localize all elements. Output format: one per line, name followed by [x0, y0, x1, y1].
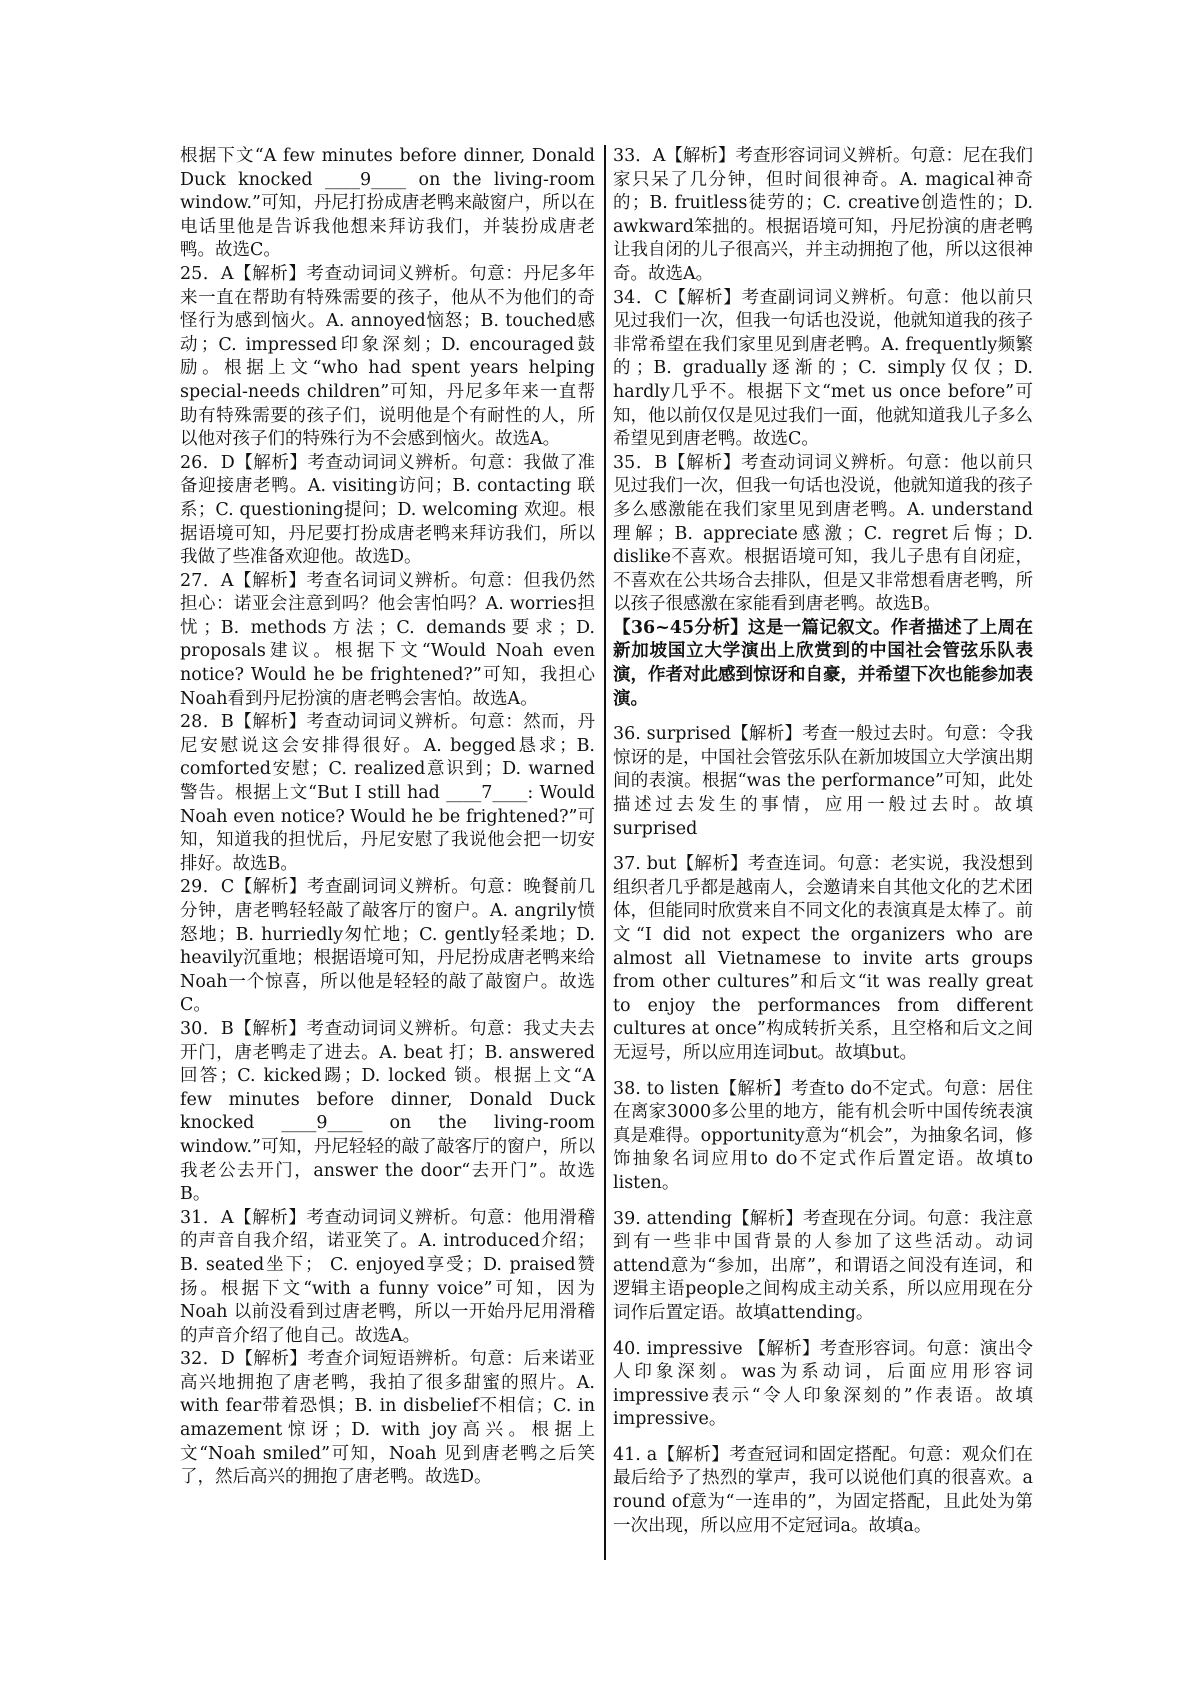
paragraph-answer-32: 32．D【解析】考查介词短语辨析。句意：后来诺亚高兴地拥抱了唐老鸭，我拍了很多甜蜜的照片。A. with fear带着恐惧；B. in disbelief不相信；C. in amazement惊讶；D. with joy高兴。根据上文“Noah smiled”可知，Noah 见到唐老鸭之后笑了，然后高兴的拥抱了唐老鸭。故选D。: [180, 1349, 595, 1488]
right-column: [613, 145, 1033, 1538]
paragraph-answer-27: 27．A【解析】考查名词词义辨析。句意：但我仍然担心：诺亚会注意到吗？他会害怕吗？A. worries担忧；B. methods方法；C. demands要求；D. proposals建议。根据下文“Would Noah even notice? Would he be frightened?”可知，我担心Noah看到丹尼扮演的唐老鸭会害怕。故选A。: [180, 570, 595, 709]
paragraph-answer-25: 25．A【解析】考查动词词义辨析。句意：丹尼多年来一直在帮助有特殊需要的孩子，他从不为他们的奇怪行为感到恼火。A. annoyed恼怒；B. touched感动；C. impressed印象深刻；D. encouraged鼓励。根据上文“who had spent years helping special-needs children”可知，丹尼多年来一直帮助有特殊需要的孩子们，说明他是个有耐性的人，所以他对孩子们的特殊行为不会感到恼火。故选A。: [180, 263, 595, 450]
paragraph-answer-38: 38. to listen【解析】考查to do不定式。句意：居住在离家3000多公里的地方，能有机会听中国传统表演真是难得。opportunity意为“机会”，为抽象名词，修饰抽象名词应用to do不定式作后置定语。故填to listen。: [613, 1078, 1033, 1193]
paragraph-answer-35: 35．B【解析】考查动词词义辨析。句意：他以前只见过我们一次，但我一句话也没说，他就知道我的孩子多么感激能在我们家里见到唐老鸭。A. understand理解；B. appreciate感激；C. regret后悔；D. dislike不喜欢。根据语境可知，我儿子患有自闭症，不喜欢在公共场合去排队，但是又非常想看唐老鸭，所以孩子很感激在家能看到唐老鸭。故选B。: [613, 452, 1033, 615]
paragraph-answer-34: 34．C【解析】考查副词词义辨析。句意：他以前只见过我们一次，但我一句话也没说，他就知道我的孩子非常希望在我们家里见到唐老鸭。A. frequently频繁的；B. gradually逐渐的；C. simply仅仅；D. hardly几乎不。根据下文“met us once before”可知，他以前仅仅是见过我们一面，他就知道我儿子多么希望见到唐老鸭。故选C。: [613, 287, 1033, 450]
paragraph-answer-37: 37. but【解析】考查连词。句意：老实说，我没想到组织者几乎都是越南人，会邀请来自其他文化的艺术团体，但能同时欣赏来自不同文化的表演真是太棒了。前文“I did not expect the organizers who are almost all Vietnamese to invite arts groups from other cultures”和后文“it was really great to enjoy the performances from different cultures at once”构成转折关系，且空格和后文之间无逗号，所以应用连词but。故填but。: [613, 854, 1033, 1063]
paragraph-answer-31: 31．A【解析】考查动词词义辨析。句意：他用滑稽的声音自我介绍，诺亚笑了。A. introduced介绍；B. seated坐下； C. enjoyed享受；D. praised赞扬。根据下文“with a funny voice”可知，因为Noah 以前没看到过唐老鸭，所以一开始丹尼用滑稽的声音介绍了他自己。故选A。: [180, 1207, 595, 1346]
left-column: [180, 145, 595, 1490]
paragraph-answer-26: 26．D【解析】考查动词词义辨析。句意：我做了准备迎接唐老鸭。A. visiting访问；B. contacting 联系；C. questioning提问；D. welcoming 欢迎。根据语境可知，丹尼要打扮成唐老鸭来拜访我们，所以我做了些准备欢迎他。故选D。: [180, 452, 595, 568]
column-divider: [604, 145, 606, 1560]
paragraph-answer-28: 28．B【解析】考查动词词义辨析。句意：然而，丹尼安慰说这会安排得很好。A. begged恳求；B. comforted安慰；C. realized意识到；D. warned警告。根据上文“But I still had ____7____: Would Noah even notice? Would he be frightened?”可知，知道我的担忧后，丹尼安慰了我说他会把一切安排好。故选B。: [180, 712, 595, 874]
paragraph-answer-29: 29．C【解析】考查副词词义辨析。句意：晚餐前几分钟，唐老鸭轻轻敲了敲客厅的窗户。A. angrily愤怒地；B. hurriedly匆忙地；C. gently轻柔地；D. heavily沉重地；根据语境可知，丹尼扮成唐老鸭来给Noah一个惊喜，所以他是轻轻的敲了敲窗户。故选C。: [180, 877, 595, 1016]
paragraph-answer-30: 30．B【解析】考查动词词义辨析。句意：我丈夫去开门，唐老鸭走了进去。A. beat 打；B. answered 回答；C. kicked踢；D. locked 锁。根据上文“A few minutes before dinner, Donald Duck knocked ____9____ on the living-room window.”可知，丹尼轻轻的敲了敲客厅的窗户，所以我老公去开门，answer the door“去开门”。故选B。: [180, 1018, 595, 1205]
paragraph-continuation-24: 根据下文“A few minutes before dinner, Donald Duck knocked ____9____ on the living-room window.”可知，丹尼打扮成唐老鸭来敲窗户，所以在电话里他是告诉我他想来拜访我们，并装扮成唐老鸭。故选C。: [180, 146, 595, 261]
paragraph-answer-40: 40. impressive 【解析】考查形容词。句意：演出令人印象深刻。was为系动词，后面应用形容词impressive表示“令人印象深刻的”作表语。故填impressive。: [613, 1338, 1033, 1430]
paragraph-answer-41: 41. a【解析】考查冠词和固定搭配。句意：观众们在最后给予了热烈的掌声，我可以说他们真的很喜欢。a round of意为“一连串的”，为固定搭配，且此处为第一次出现，所以应用不定冠词a。故填a。: [613, 1444, 1033, 1536]
paragraph-answer-39: 39. attending【解析】考查现在分词。句意：我注意到有一些非中国背景的人参加了这些活动。动词attend意为“参加，出席”，和谓语之间没有连词，和逻辑主语people之间构成主动关系，所以应用现在分词作后置定语。故填attending。: [613, 1208, 1033, 1323]
paragraph-answer-36: 36. surprised【解析】考查一般过去时。句意：令我惊讶的是，中国社会管弦乐队在新加坡国立大学演出期间的表演。根据“was the performance”可知，此处描述过去发生的事情，应用一般过去时。故填surprised: [613, 724, 1033, 839]
paragraph-answer-33: 33．A【解析】考查形容词词义辨析。句意：尼在我们家只呆了几分钟，但时间很神奇。A. magical神奇的；B. fruitless徒劳的；C. creative创造性的；D. awkward笨拙的。根据语境可知，丹尼扮演的唐老鸭让我自闭的儿子很高兴，并主动拥抱了他，所以这很神奇。故选A。: [613, 146, 1033, 284]
section-analysis-36-45: 【36~45分析】这是一篇记叙文。作者描述了上周在新加坡国立大学演出上欣赏到的中国社会管弦乐队表演，作者对此感到惊讶和自豪，并希望下次也能参加表演。: [613, 617, 1033, 709]
